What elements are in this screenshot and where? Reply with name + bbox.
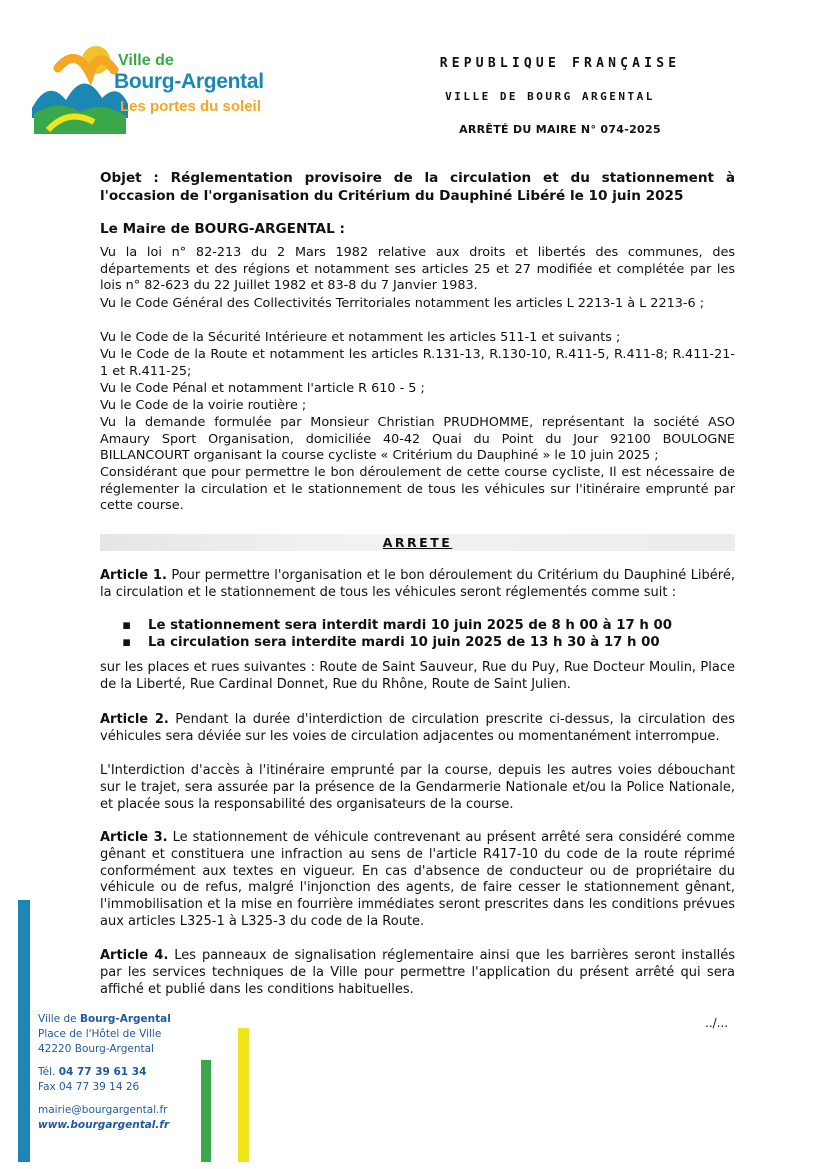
vu-paragraph: Vu la loi n° 82-213 du 2 Mars 1982 relative aux droits et libertés des communes, des départements et des régions et notamment ses articles 25 et 27 modifiée et complétée par les lois n° 82-623 du 22 Juillet 1982 et 83-8 du 7 Janvier 1983. <box>100 245 735 294</box>
continuation-mark: ../... <box>705 1016 729 1030</box>
article-1-bullets <box>118 617 738 651</box>
bullet-text: La circulation sera interdite mardi 10 juin 2025 de 13 h 30 à 17 h 00 <box>148 635 660 650</box>
footer-stripe-blue <box>18 900 30 1162</box>
bullet-icon: ▪ <box>122 618 132 633</box>
article-4-text: Les panneaux de signalisation réglementaire ainsi que les barrières seront installés par les services techniques de la Ville pour permettre l'application du présent arrêté qui sera affiché et publié dans les conditions habituelles. <box>100 948 735 997</box>
logo-line1: Ville de <box>118 52 174 69</box>
article-1 <box>100 568 735 602</box>
vu-paragraph: Vu la demande formulée par Monsieur Christian PRUDHOMME, représentant la société ASO Amaury Sport Organisation, domiciliée 40-42 Quai du Point du Jour 92100 BOULOGNE BILLANCOURT organisant la course cycliste « Critérium du Dauphiné » le 10 juin 2025 ; <box>100 415 735 464</box>
footer-tel <box>38 1065 146 1080</box>
footer-stripe-green <box>201 1060 211 1162</box>
footer-website-link[interactable]: www.bourgargental.fr <box>38 1119 170 1131</box>
article-2-text2: L'Interdiction d'accès à l'itinéraire emprunté par la course, depuis les autres voies débouchant sur le trajet, sera assurée par la présence de la Gendarmerie Nationale et/ou la Police Nationale, et placée sous la responsabilité des organisateurs de la course. <box>100 763 735 812</box>
article-1-text: Pour permettre l'organisation et le bon déroulement du Critérium du Dauphiné Libéré, la circulation et le stationnement de tous les véhicules seront réglementés comme suit : <box>100 568 735 600</box>
footer-city-name <box>38 1012 171 1027</box>
footer-name-prefix: Ville de <box>38 1013 80 1025</box>
article-1-label: Article 1. <box>100 568 167 583</box>
article-1-places: sur les places et rues suivantes : Route de Saint Sauveur, Rue du Puy, Rue Docteur Moulin, Place de la Liberté, Rue Cardinal Donnet, Rue du Rhône, Route de Saint Julien. <box>100 660 735 692</box>
bullet-icon: ▪ <box>122 635 132 650</box>
objet-label: Objet : <box>100 170 159 186</box>
arrete-heading: ARRETE <box>382 535 453 550</box>
city-logo <box>28 38 298 138</box>
logo-tagline: Les portes du soleil <box>120 98 261 115</box>
arrete-number: ARRÊTÉ DU MAIRE N° 074-2025 <box>459 123 661 136</box>
bullet-item <box>118 617 738 634</box>
article-4 <box>100 948 735 998</box>
footer-email-link[interactable]: mairie@bourgargental.fr <box>38 1104 168 1116</box>
bullet-text: Le stationnement sera interdit mardi 10 juin 2025 de 8 h 00 à 17 h 00 <box>148 618 672 633</box>
article-3-text: Le stationnement de véhicule contrevenant au présent arrêté sera considéré comme gênant et constituera une infraction au sens de l'article R417-10 du code de la route réprimé conformément aux textes en vigueur. En cas d'absence de conducteur ou de propriétaire du véhicule ou de refus, malgré l'injonction des agents, de faire cesser le stationnement gênant, l'immobilisation et la mise en fourrière immédiates seront prescrites dans les conditions prévues aux articles L325-1 à L325-3 du code de la Route. <box>100 830 735 929</box>
objet-block <box>100 170 735 205</box>
article-2-label: Article 2. <box>100 712 169 727</box>
article-3-label: Article 3. <box>100 830 168 845</box>
vu-paragraph: Vu le Code de la Sécurité Intérieure et notamment les articles 511-1 et suivants ; <box>100 330 621 345</box>
footer-fax: Fax 04 77 39 14 26 <box>38 1081 140 1093</box>
footer-tel-label: Tél. <box>38 1066 59 1078</box>
footer-address2: 42220 Bourg-Argental <box>38 1043 154 1055</box>
footer-name: Bourg-Argental <box>79 1013 171 1025</box>
footer-address1: Place de l'Hôtel de Ville <box>38 1028 162 1040</box>
vu-paragraph: Vu le Code Général des Collectivités Territoriales notamment les articles L 2213-1 à L 2213-6 ; <box>100 296 705 311</box>
vu-paragraph: Vu le Code de la Route et notamment les articles R.131-13, R.130-10, R.411-5, R.411-8; R.411-21-1 et R.411-25; <box>100 347 735 379</box>
bullet-item <box>118 634 738 651</box>
vu-paragraph: Vu le Code Pénal et notamment l'article R 610 - 5 ; <box>100 381 425 396</box>
ville-title: VILLE DE BOURG ARGENTAL <box>445 90 655 103</box>
vu-paragraph: Vu le Code de la voirie routière ; <box>100 398 307 413</box>
footer-tel-number: 04 77 39 61 34 <box>58 1066 147 1078</box>
article-3 <box>100 830 735 931</box>
footer-stripe-yellow <box>238 1028 249 1162</box>
objet-text: Réglementation provisoire de la circulation et du stationnement à l'occasion de l'organisation du Critérium du Dauphiné Libéré le 10 juin 2025 <box>100 170 735 204</box>
article-2-text: Pendant la durée d'interdiction de circulation prescrite ci-dessus, la circulation des véhicules sera déviée sur les voies de circulation adjacentes ou momentanément interrompue. <box>100 712 735 744</box>
logo-line2: Bourg-Argental <box>114 70 264 93</box>
republique-title: REPUBLIQUE FRANÇAISE <box>439 56 681 71</box>
article-4-label: Article 4. <box>100 948 169 963</box>
considerant-paragraph: Considérant que pour permettre le bon déroulement de cette course cycliste, Il est nécessaire de réglementer la circulation et le stationnement de tous les véhicules sur l'itinéraire emprunté par cette course. <box>100 465 735 514</box>
maire-heading: Le Maire de BOURG-ARGENTAL : <box>100 221 345 237</box>
article-2 <box>100 712 735 746</box>
